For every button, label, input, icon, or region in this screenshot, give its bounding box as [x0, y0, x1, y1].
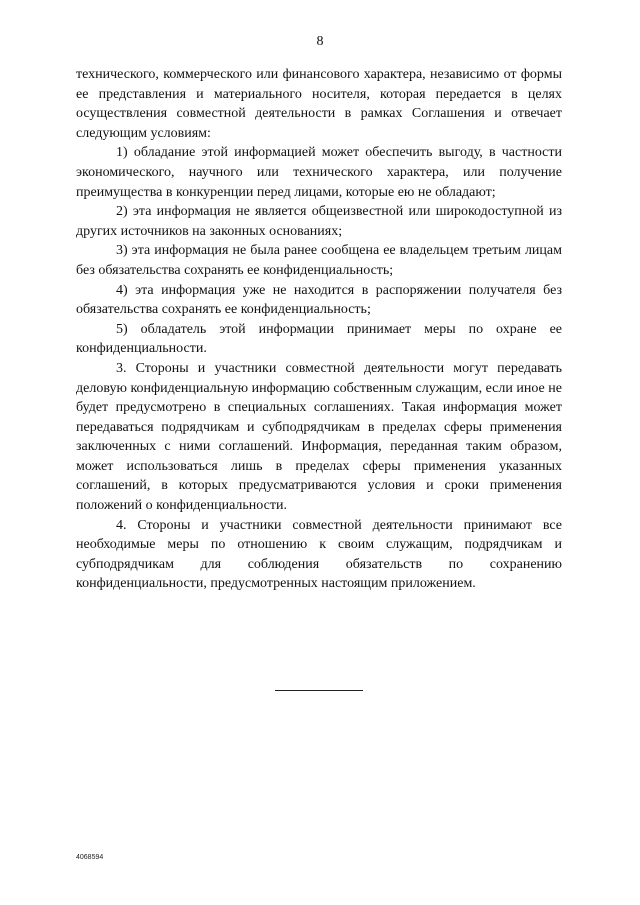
- end-of-text-rule: [275, 690, 363, 691]
- condition-item-5: 5) обладатель этой информации принимает меры по охране ее конфиденциальности.: [76, 321, 562, 357]
- document-body: [76, 65, 562, 594]
- condition-item-3: 3) эта информация не была ранее сообщена ее владельцем третьим лицам без обязательства сохранять ее конфиденциальность;: [76, 243, 562, 278]
- condition-item-2: 2) эта информация не является общеизвестной или широкодоступной из других источников на законных основаниях;: [76, 204, 562, 239]
- clause-4: 4. Стороны и участники совместной деятельности принимают все необходимые меры по отношению к своим служащим, подрядчикам и субподрядчикам для соблюдения обязательств по сохранению конфиденциальности, предусмотренных настоящим приложением.: [76, 517, 562, 592]
- paragraph-continuation: технического, коммерческого или финансового характера, независимо от формы ее представления и материального носителя, которая передается в целях осуществления совместной деятельности в рамках Соглашения и отвечает следующим условиям:: [76, 67, 562, 141]
- clause-3: 3. Стороны и участники совместной деятельности могут передавать деловую конфиденциальную информацию собственным служащим, если иное не будет предусмотрено в специальных соглашениях. Такая информация может передаваться подрядчикам и субподрядчикам в пределах сферы применения заключенных с ними соглашений. Информация, переданная таким образом, может использоваться лишь в пределах сферы применения указанных соглашений, в которых предусматриваются условия и сроки применения положений о конфиденциальности.: [76, 360, 562, 514]
- condition-item-1: 1) обладание этой информацией может обеспечить выгоду, в частности экономического, научного или технического характера, или получение преимущества в конкуренции перед лицами, которые ею не обладают;: [76, 145, 562, 200]
- condition-item-4: 4) эта информация уже не находится в распоряжении получателя без обязательства сохранять ее конфиденциальность;: [76, 282, 562, 318]
- document-code: 4068594: [76, 854, 104, 861]
- page-number: 8: [316, 34, 324, 49]
